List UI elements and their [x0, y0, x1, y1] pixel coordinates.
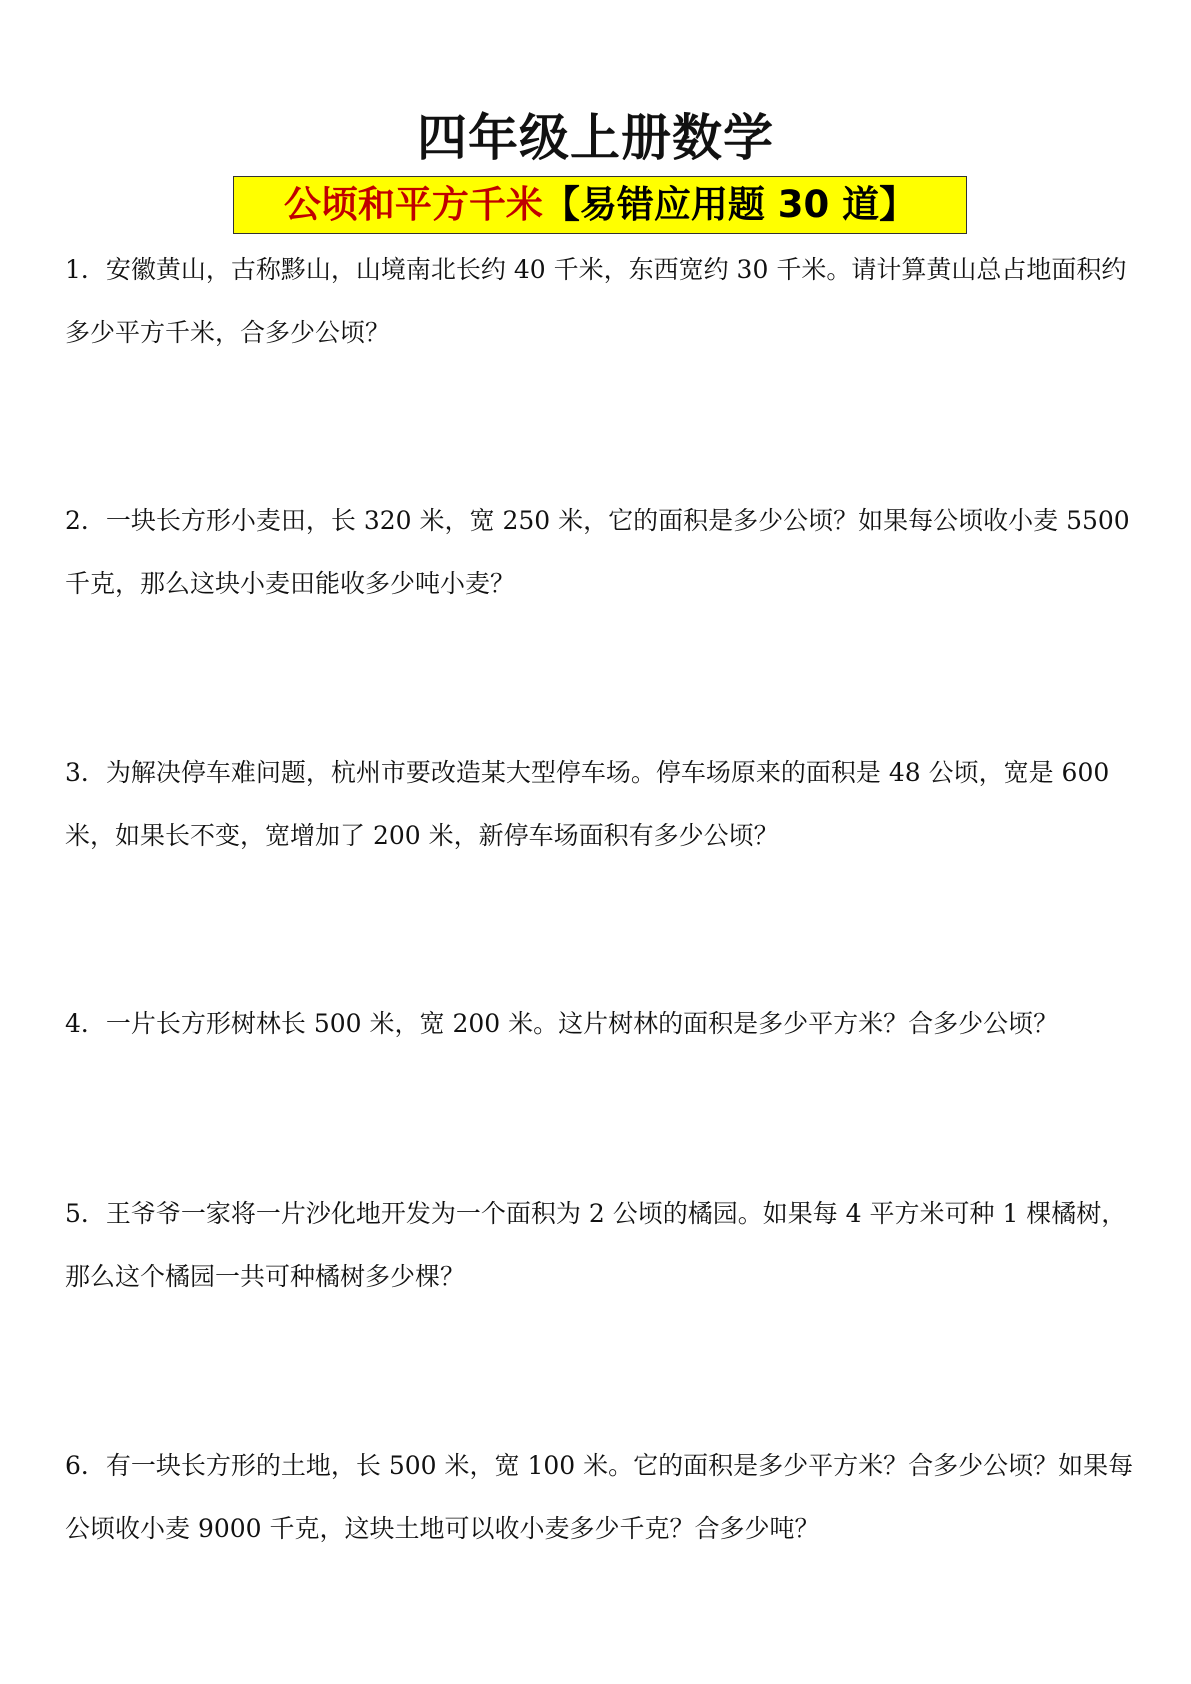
- subtitle-note: 【易错应用题 30 道】: [542, 183, 917, 226]
- question-1: 1．安徽黄山，古称黟山，山境南北长约 40 千米，东西宽约 30 千米。请计算黄山总占地面积约多少平方千米，合多少公顷？: [65, 255, 1127, 347]
- subtitle-topic: 公顷和平方千米: [283, 183, 543, 226]
- page-title: 四年级上册数学: [417, 109, 774, 167]
- subtitle-banner: [233, 176, 967, 234]
- question-5: 5．王爷爷一家将一片沙化地开发为一个面积为 2 公顷的橘园。如果每 4 平方米可种 1 棵橘树，那么这个橘园一共可种橘树多少棵？: [65, 1199, 1127, 1291]
- question-4: 4．一片长方形树林长 500 米，宽 200 米。这片树林的面积是多少平方米？合多少公顷？: [65, 1009, 1059, 1038]
- question-6: 6．有一块长方形的土地，长 500 米，宽 100 米。它的面积是多少平方米？合多少公顷？如果每公顷收小麦 9000 千克，这块土地可以收小麦多少千克？合多少吨？: [65, 1451, 1134, 1543]
- question-3: 3．为解决停车难问题，杭州市要改造某大型停车场。停车场原来的面积是 48 公顷，宽是 600 米，如果长不变，宽增加了 200 米，新停车场面积有多少公顷？: [65, 758, 1110, 850]
- question-2: 2．一块长方形小麦田，长 320 米，宽 250 米，它的面积是多少公顷？如果每公顷收小麦 5500 千克，那么这块小麦田能收多少吨小麦？: [65, 506, 1130, 598]
